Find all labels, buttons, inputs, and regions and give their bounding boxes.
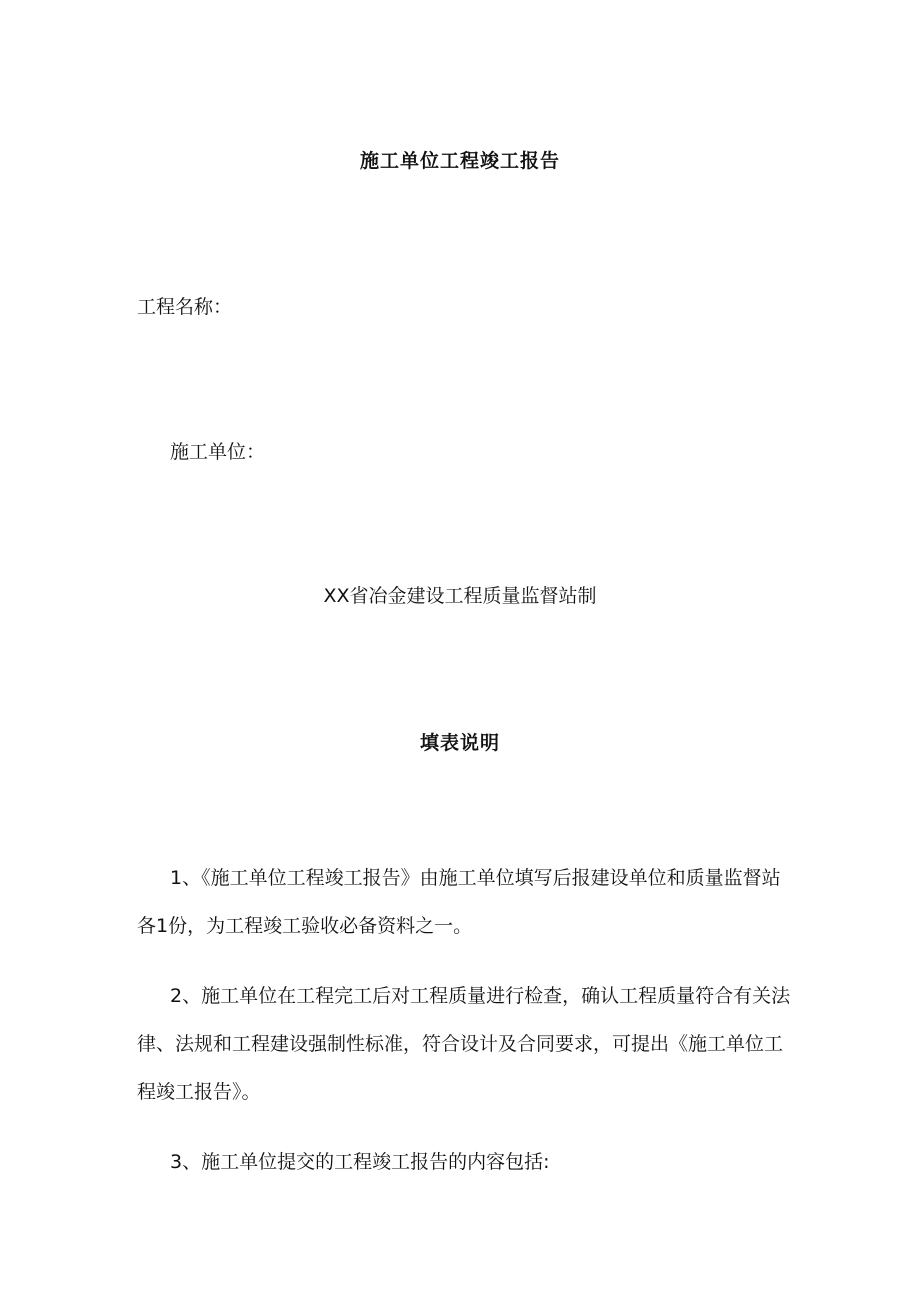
project-name-label: 工程名称：: [137, 296, 233, 318]
note-paragraph-1: 1、《施工单位工程竣工报告》由施工单位填写后报建设单位和质量监督站各1份，为工程竣工验收必备资料之一。: [137, 867, 781, 937]
note-paragraph-3: 3、施工单位提交的工程竣工报告的内容包括:: [170, 1151, 550, 1173]
issuer-line: XX省冶金建设工程质量监督站制: [323, 585, 597, 607]
notes-heading: 填表说明: [419, 732, 500, 754]
document-title: 施工单位工程竣工报告: [359, 150, 560, 172]
note-paragraph-2: 2、施工单位在工程完工后对工程质量进行检查，确认工程质量符合有关法律、法规和工程建设强制性标准，符合设计及合同要求，可提出《施工单位工程竣工报告》。: [137, 985, 791, 1103]
construction-unit-label: 施工单位：: [170, 441, 266, 463]
